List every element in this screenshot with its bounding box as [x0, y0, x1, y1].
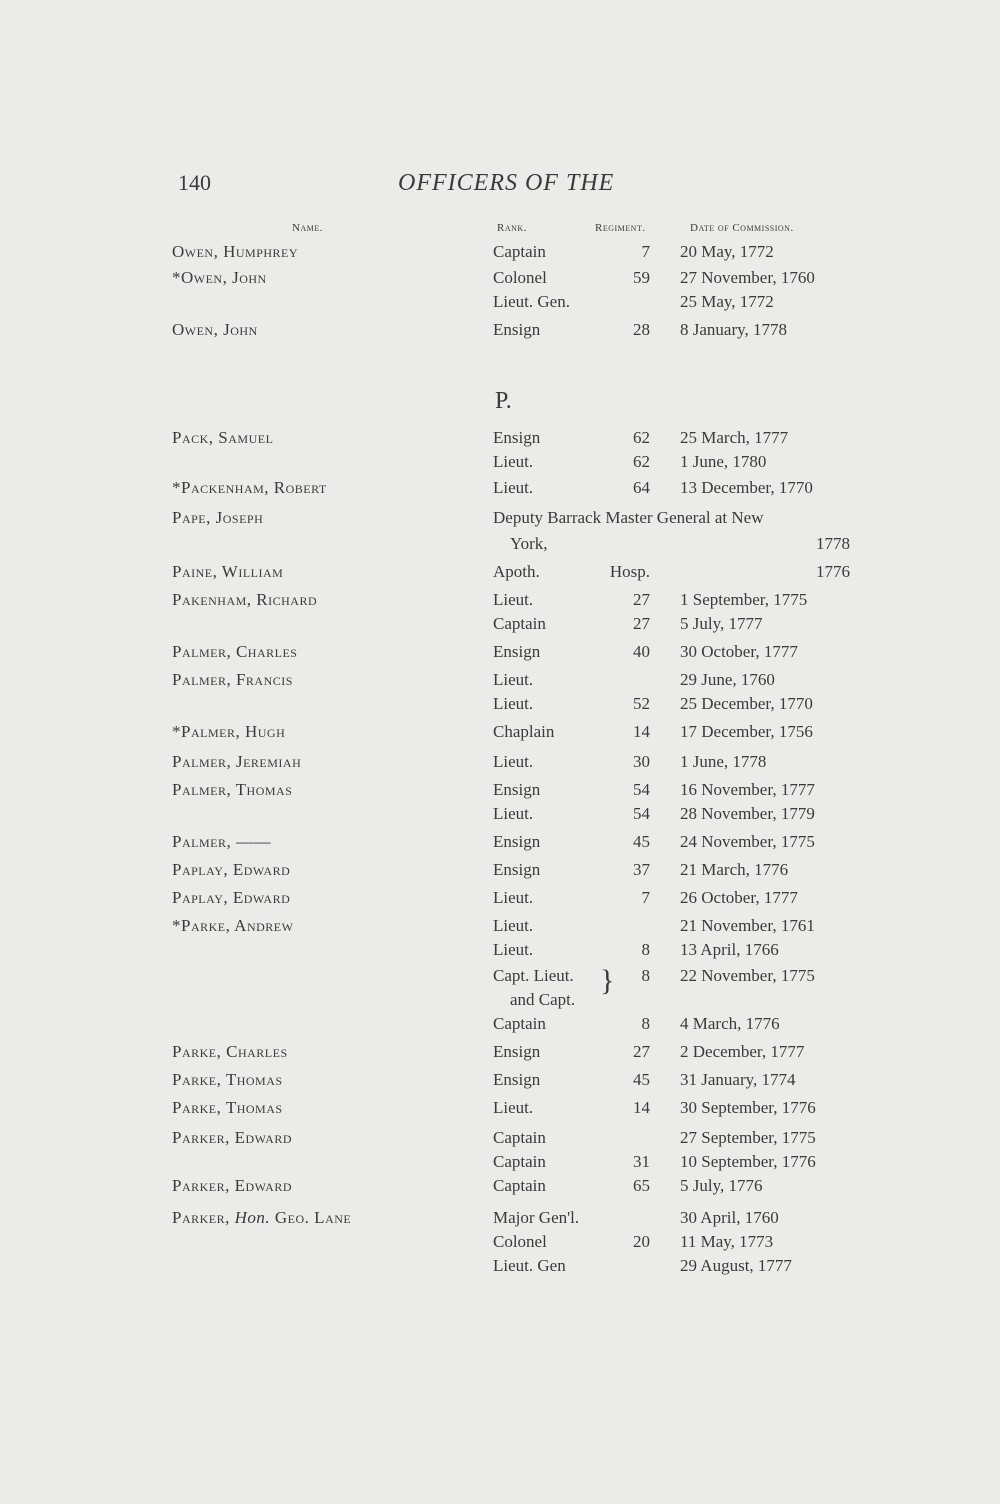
commission-date: 25 May, 1772 — [680, 292, 774, 311]
officer-name: Parker, Edward — [172, 1128, 293, 1147]
table-row — [0, 804, 1000, 830]
officer-regiment: 27 — [633, 614, 650, 633]
commission-date: 8 January, 1778 — [680, 320, 788, 339]
table-row — [0, 452, 1000, 478]
officer-rank: Ensign — [493, 780, 541, 799]
table-row — [0, 966, 1000, 992]
officer-regiment: 37 — [633, 860, 650, 879]
table-row — [0, 888, 1000, 914]
commission-date: 25 March, 1777 — [680, 428, 789, 447]
commission-date: 1 June, 1778 — [680, 752, 767, 771]
officer-name: *Packenham, Robert — [172, 478, 327, 497]
officer-regiment: 8 — [641, 966, 650, 985]
commission-date: 5 July, 1777 — [680, 614, 763, 633]
table-row — [0, 1014, 1000, 1040]
officer-rank: Capt. Lieut. — [493, 966, 574, 985]
table-row — [0, 292, 1000, 318]
officer-name: Owen, Humphrey — [172, 242, 299, 261]
table-row — [0, 694, 1000, 720]
column-header-rank: Rank. — [497, 222, 527, 234]
commission-date: 30 September, 1776 — [680, 1098, 816, 1117]
table-row — [0, 860, 1000, 886]
officer-rank: Ensign — [493, 320, 541, 339]
section-letter: P. — [495, 388, 512, 414]
officer-name: Parker, Edward — [172, 1176, 293, 1195]
commission-date: 27 November, 1760 — [680, 268, 815, 287]
officer-name: Pack, Samuel — [172, 428, 274, 447]
officer-name: *Parke, Andrew — [172, 916, 294, 935]
officer-regiment: 20 — [633, 1232, 650, 1251]
officer-rank: Captain — [493, 1128, 546, 1147]
officer-rank: Lieut. — [493, 752, 534, 771]
officer-regiment: Hosp. — [609, 562, 650, 581]
table-row — [0, 1070, 1000, 1096]
table-row — [0, 1208, 1000, 1234]
commission-date: 11 May, 1773 — [680, 1232, 774, 1251]
commission-date: 5 July, 1776 — [680, 1176, 763, 1195]
table-row — [0, 940, 1000, 966]
table-row — [0, 670, 1000, 696]
officer-regiment: 31 — [633, 1152, 650, 1171]
officer-rank: Colonel — [493, 1232, 547, 1251]
officer-regiment: 27 — [633, 1042, 650, 1061]
commission-date: 22 November, 1775 — [680, 966, 815, 985]
officer-rank: Deputy Barrack Master General at New — [493, 508, 764, 527]
officer-regiment: 62 — [633, 428, 650, 447]
officer-rank: Ensign — [493, 1042, 541, 1061]
table-row — [0, 1098, 1000, 1124]
table-row — [0, 1128, 1000, 1154]
commission-date: 29 June, 1760 — [680, 670, 775, 689]
commission-date: 26 October, 1777 — [680, 888, 798, 907]
officer-rank: Major Gen'l. — [493, 1208, 580, 1227]
table-row — [0, 534, 1000, 560]
commission-date: 17 December, 1756 — [680, 722, 813, 741]
officer-name: Pakenham, Richard — [172, 590, 318, 609]
officer-name: *Palmer, Hugh — [172, 722, 286, 741]
officer-name: Pape, Joseph — [172, 508, 264, 527]
officer-rank: Lieut. Gen. — [493, 292, 570, 311]
officer-name: Paplay, Edward — [172, 860, 291, 879]
running-title: OFFICERS OF THE — [398, 170, 615, 196]
officer-name: Palmer, Charles — [172, 642, 298, 661]
officer-rank: Lieut. — [493, 916, 534, 935]
officer-rank: Lieut. — [493, 804, 534, 823]
commission-date: 21 November, 1761 — [680, 916, 815, 935]
officer-rank: Lieut. — [493, 452, 534, 471]
officer-rank: Ensign — [493, 1070, 541, 1089]
officer-regiment: 59 — [633, 268, 650, 287]
officer-rank: Apoth. — [493, 562, 540, 581]
officer-name: Parke, Thomas — [172, 1098, 283, 1117]
officer-regiment: 62 — [633, 452, 650, 471]
commission-date: 13 December, 1770 — [680, 478, 813, 497]
officer-name: Owen, John — [172, 320, 258, 339]
table-row — [0, 722, 1000, 748]
commission-date: 10 September, 1776 — [680, 1152, 816, 1171]
brace-mark: } — [600, 964, 615, 997]
officer-rank: Colonel — [493, 268, 547, 287]
officer-regiment: 64 — [633, 478, 650, 497]
commission-date: 21 March, 1776 — [680, 860, 789, 879]
commission-date: 4 March, 1776 — [680, 1014, 780, 1033]
table-row — [0, 1176, 1000, 1202]
officer-regiment: 27 — [633, 590, 650, 609]
officer-rank: Captain — [493, 614, 546, 633]
officer-name: Parke, Thomas — [172, 1070, 283, 1089]
commission-date: 1 September, 1775 — [680, 590, 808, 609]
table-row — [0, 562, 1000, 588]
officer-rank: Ensign — [493, 642, 541, 661]
officer-regiment: 30 — [633, 752, 650, 771]
officer-rank: Lieut. — [493, 694, 534, 713]
table-row — [0, 1042, 1000, 1068]
officer-rank: Lieut. — [493, 940, 534, 959]
officer-rank: Chaplain — [493, 722, 555, 741]
commission-date: 13 April, 1766 — [680, 940, 779, 959]
table-row — [0, 1256, 1000, 1282]
table-row — [0, 428, 1000, 454]
commission-date: 31 January, 1774 — [680, 1070, 796, 1089]
commission-date: 28 November, 1779 — [680, 804, 815, 823]
officer-name: Paplay, Edward — [172, 888, 291, 907]
officer-rank: Lieut. — [493, 1098, 534, 1117]
officer-regiment: 14 — [633, 1098, 650, 1117]
table-row — [0, 642, 1000, 668]
page-number: 140 — [178, 170, 211, 195]
table-row — [0, 478, 1000, 504]
officer-rank: Captain — [493, 1176, 546, 1195]
table-row — [0, 916, 1000, 942]
officer-rank: Lieut. — [493, 478, 534, 497]
officer-regiment: 40 — [633, 642, 650, 661]
commission-date: 25 December, 1770 — [680, 694, 813, 713]
officer-name: Palmer, Francis — [172, 670, 293, 689]
commission-date: 27 September, 1775 — [680, 1128, 816, 1147]
column-header-name: Name. — [292, 222, 323, 234]
table-row — [0, 614, 1000, 640]
officer-regiment: 28 — [633, 320, 650, 339]
officer-regiment: 7 — [641, 888, 650, 907]
officer-name: Parker, Hon. Geo. Lane — [172, 1208, 352, 1227]
officer-rank: Lieut. — [493, 590, 534, 609]
officer-regiment: 52 — [633, 694, 650, 713]
table-row — [0, 1152, 1000, 1178]
commission-date: 16 November, 1777 — [680, 780, 815, 799]
commission-date: 1776 — [816, 562, 850, 581]
officer-rank: Lieut. — [493, 888, 534, 907]
officer-name: *Owen, John — [172, 268, 267, 287]
commission-date: 24 November, 1775 — [680, 832, 815, 851]
table-row — [0, 320, 1000, 346]
commission-date: 30 October, 1777 — [680, 642, 798, 661]
officer-regiment: 65 — [633, 1176, 650, 1195]
officer-name: Palmer, Jeremiah — [172, 752, 302, 771]
officer-rank: York, — [510, 534, 548, 553]
officer-regiment: 54 — [633, 804, 650, 823]
officer-name: Palmer, —— — [172, 832, 271, 851]
table-row — [0, 590, 1000, 616]
table-row — [0, 1232, 1000, 1258]
officer-regiment: 14 — [633, 722, 650, 741]
table-row — [0, 832, 1000, 858]
officer-rank: Ensign — [493, 832, 541, 851]
table-row — [0, 780, 1000, 806]
officer-regiment: 8 — [641, 1014, 650, 1033]
officer-regiment: 54 — [633, 780, 650, 799]
officer-rank: and Capt. — [510, 990, 576, 1009]
commission-date: 20 May, 1772 — [680, 242, 774, 261]
column-header-date: Date of Commission. — [690, 222, 794, 234]
commission-date: 30 April, 1760 — [680, 1208, 779, 1227]
officer-name: Palmer, Thomas — [172, 780, 293, 799]
officer-rank: Lieut. Gen — [493, 1256, 566, 1275]
officer-rank: Captain — [493, 1152, 546, 1171]
commission-date: 1 June, 1780 — [680, 452, 767, 471]
table-row — [0, 242, 1000, 268]
column-header-regiment: Regiment. — [595, 222, 646, 234]
officer-regiment: 45 — [633, 1070, 650, 1089]
table-row — [0, 508, 1000, 534]
table-row — [0, 268, 1000, 294]
officer-regiment: 45 — [633, 832, 650, 851]
commission-date: 1778 — [816, 534, 850, 553]
commission-date: 29 August, 1777 — [680, 1256, 792, 1275]
officer-regiment: 7 — [641, 242, 650, 261]
officer-name: Paine, William — [172, 562, 284, 581]
officer-name: Parke, Charles — [172, 1042, 288, 1061]
officer-rank: Ensign — [493, 428, 541, 447]
officer-rank: Ensign — [493, 860, 541, 879]
officer-regiment: 8 — [641, 940, 650, 959]
table-row — [0, 990, 1000, 1016]
officer-rank: Captain — [493, 1014, 546, 1033]
officer-rank: Lieut. — [493, 670, 534, 689]
table-row — [0, 752, 1000, 778]
officer-rank: Captain — [493, 242, 546, 261]
commission-date: 2 December, 1777 — [680, 1042, 805, 1061]
